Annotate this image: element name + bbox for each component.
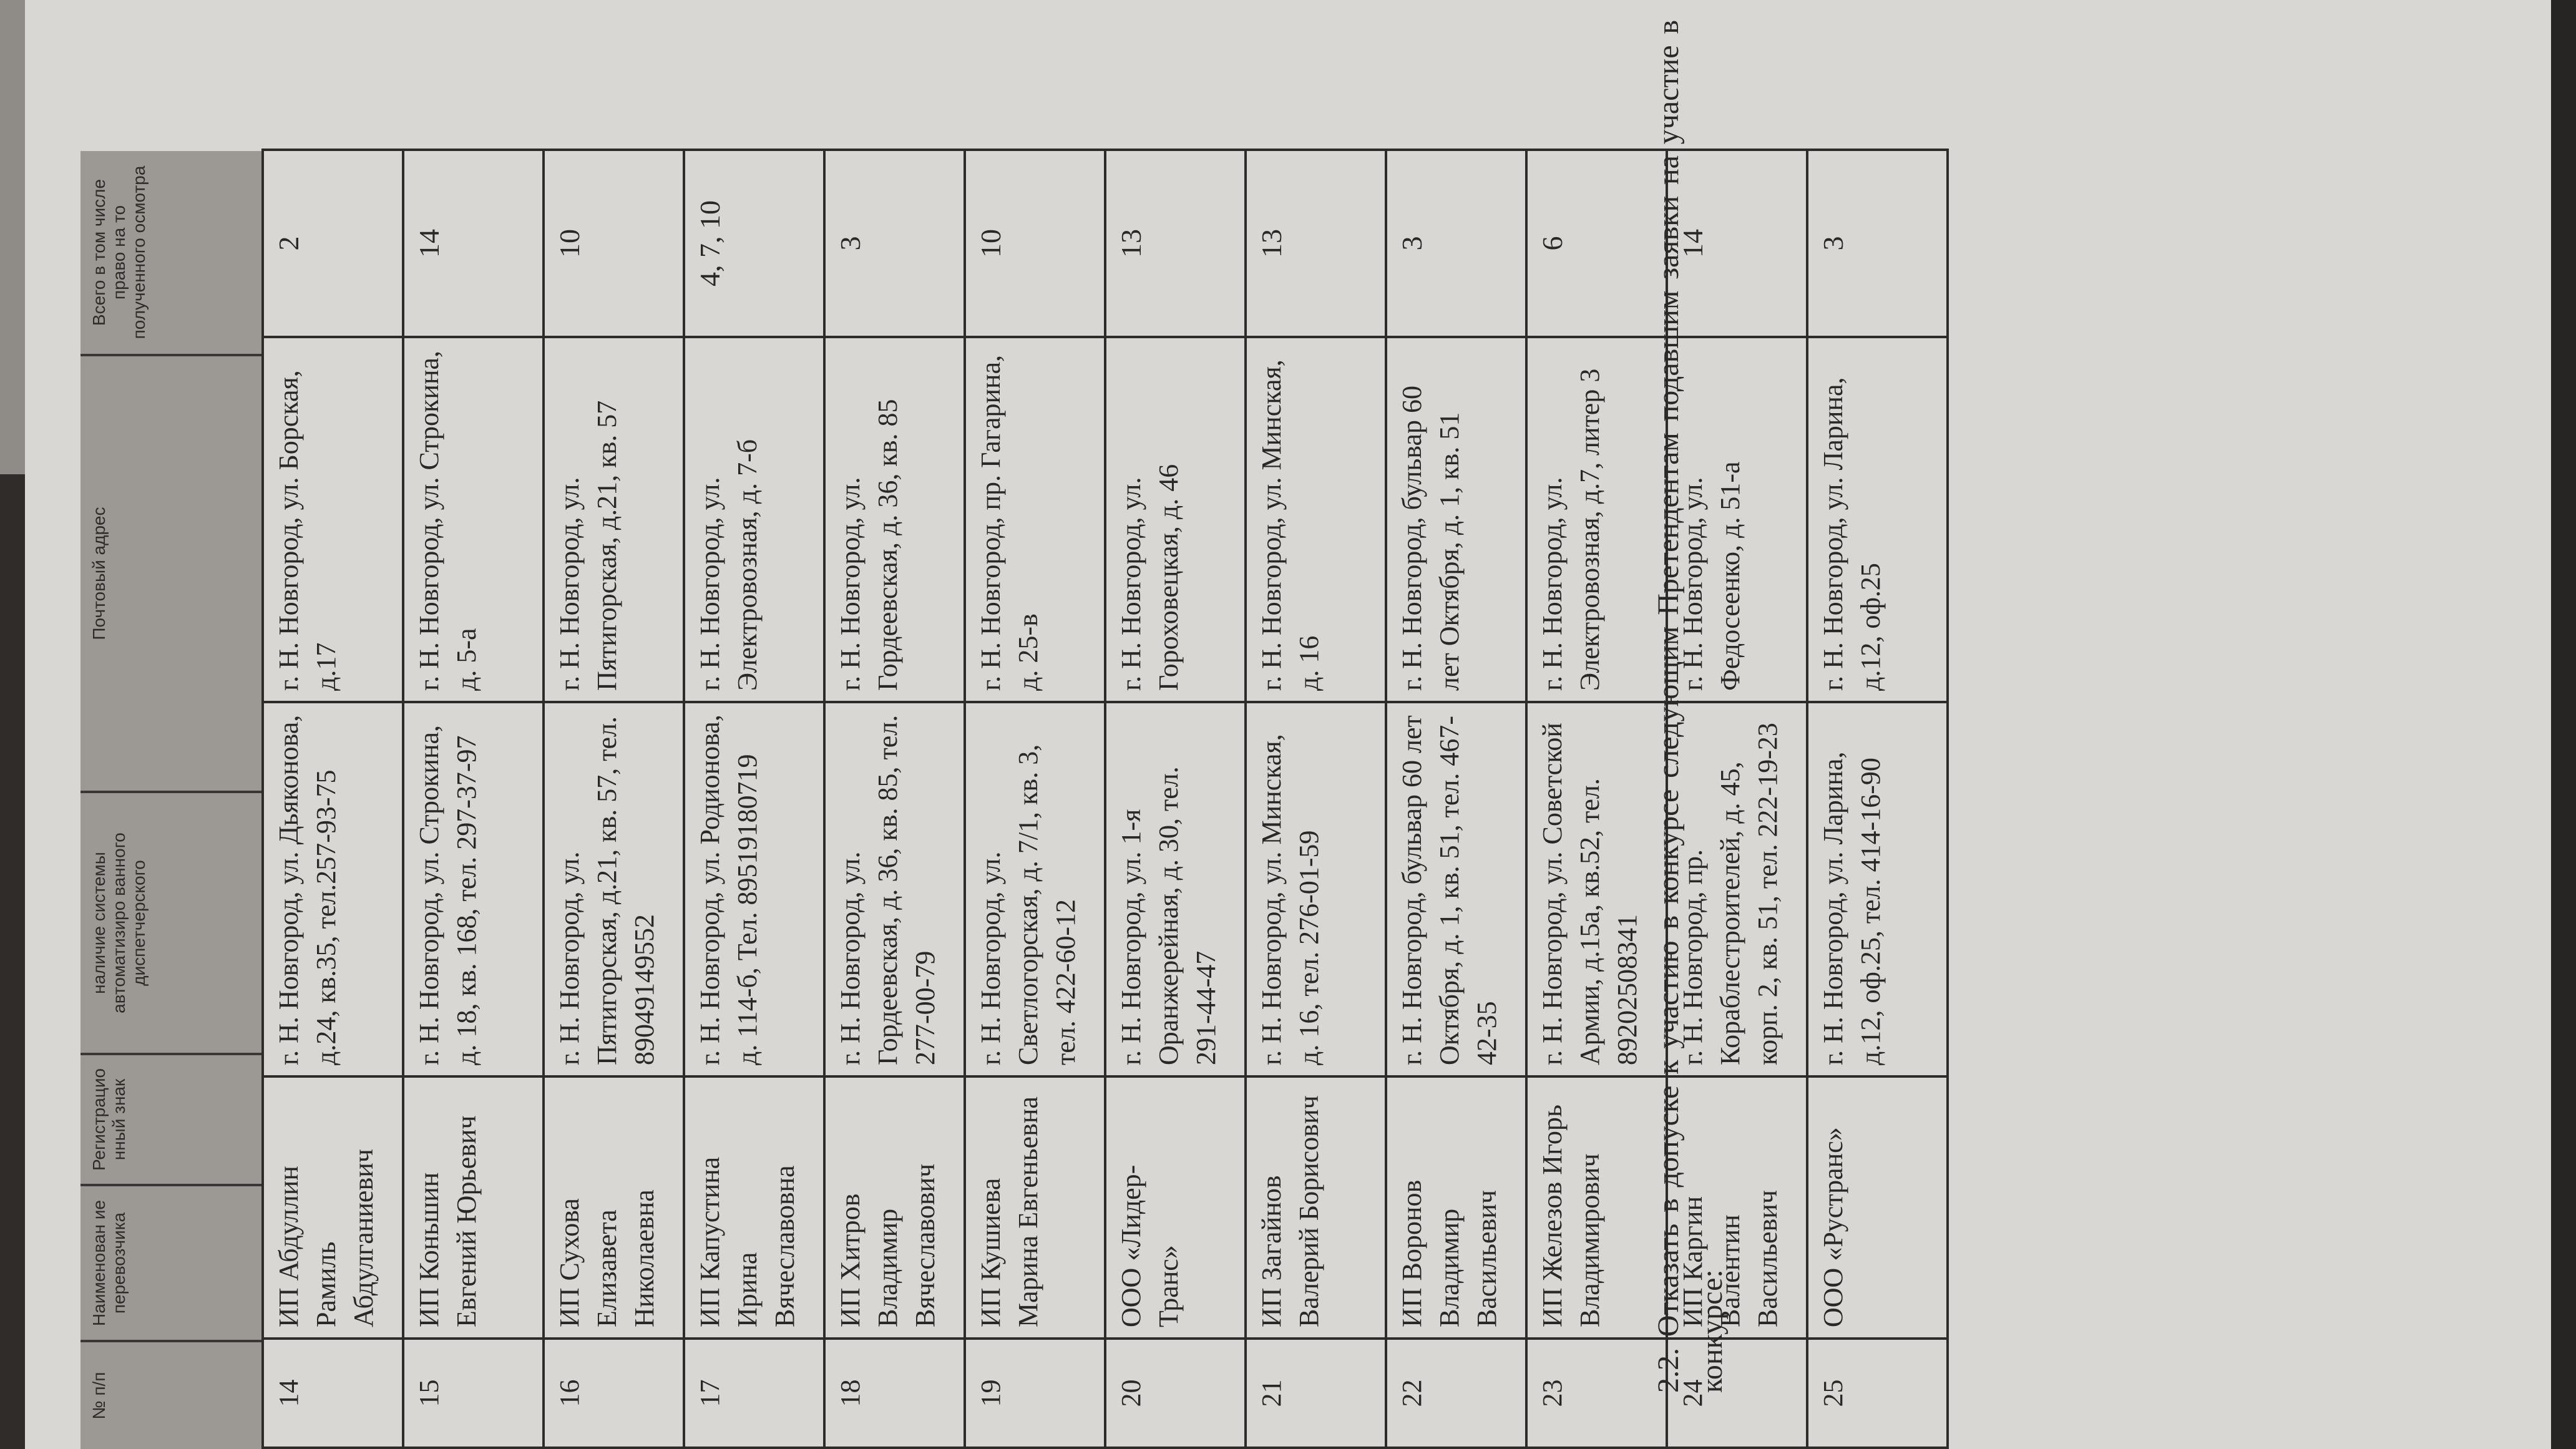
actual-address: г. Н. Новгород, ул. Минская, д. 16	[1246, 337, 1386, 702]
legal-address: г. Н. Новгород, ул. Гордеевская, д. 36, кв. 85, тел. 277-00-79	[824, 702, 965, 1076]
lot-numbers: 10	[965, 150, 1105, 337]
lot-numbers: 13	[1246, 150, 1386, 337]
carrier-name: ИП Кушиева Марина Евгеньевна	[965, 1076, 1105, 1339]
legal-address: г. Н. Новгород, ул. Дьяконова, д.24, кв.35, тел.257-93-75	[263, 702, 403, 1076]
legal-address: г. Н. Новгород, ул. Родионова, д. 114-б, Тел. 89519180719	[684, 702, 824, 1076]
row-number: 17	[684, 1339, 824, 1448]
actual-address: г. Н. Новгород, ул. Электровозная, д.7, литер 3	[1526, 337, 1667, 702]
actual-address: г. Н. Новгород, бульвар 60 лет Октября, д. 1, кв. 51	[1386, 337, 1526, 702]
actual-address: г. Н. Новгород, ул. Федосеенко, д. 51-а	[1667, 337, 1807, 702]
table-row	[544, 150, 684, 1448]
document-page	[25, 0, 2576, 1449]
lot-numbers: 3	[1807, 150, 1948, 337]
lot-numbers: 6	[1526, 150, 1667, 337]
header-system: наличие системы автоматизиро ванного диспетчерского	[80, 791, 261, 1053]
row-number: 21	[1246, 1339, 1386, 1448]
lot-numbers: 14	[403, 150, 544, 337]
lot-numbers: 2	[263, 150, 403, 337]
table-row	[1105, 150, 1246, 1448]
carrier-name: ИП Абдуллин Рамиль Абдулганиевич	[263, 1076, 403, 1339]
carrier-name: ИП Загайнов Валерий Борисович	[1246, 1076, 1386, 1339]
carrier-name: ИП Воронов Владимир Васильевич	[1386, 1076, 1526, 1339]
table-row	[965, 150, 1105, 1448]
carrier-name: ИП Железов Игорь Владимирович	[1526, 1076, 1667, 1339]
row-number: 22	[1386, 1339, 1526, 1448]
lot-numbers: 10	[544, 150, 684, 337]
lot-numbers: 3	[1386, 150, 1526, 337]
actual-address: г. Н. Новгород, ул. Электровозная, д. 7-б	[684, 337, 824, 702]
row-number: 25	[1807, 1339, 1948, 1448]
actual-address: г. Н. Новгород, пр. Гагарина, д. 25-в	[965, 337, 1105, 702]
table-row	[1246, 150, 1386, 1448]
actual-address: г. Н. Новгород, ул. Гороховецкая, д. 46	[1105, 337, 1246, 702]
row-number: 18	[824, 1339, 965, 1448]
lot-numbers: 4, 7, 10	[684, 150, 824, 337]
legal-address: г. Н. Новгород, ул. Ларина, д.12, оф.25, тел. 414-16-90	[1807, 702, 1948, 1076]
legal-address: г. Н. Новгород, бульвар 60 лет Октября, д. 1, кв. 51, тел. 467-42-35	[1386, 702, 1526, 1076]
carrier-name: ИП Каргин Валентин Васильевич	[1667, 1076, 1807, 1339]
row-number: 23	[1526, 1339, 1667, 1448]
row-number: 15	[403, 1339, 544, 1448]
legal-address: г. Н. Новгород, ул. 1-я Оранжерейная, д. 30, тел. 291-44-47	[1105, 702, 1246, 1076]
lot-numbers: 14	[1667, 150, 1807, 337]
legal-address: г. Н. Новгород, ул. Советской Армии, д.15а, кв.52, тел. 89202508341	[1526, 702, 1667, 1076]
actual-address: г. Н. Новгород, ул. Ларина, д.12, оф.25	[1807, 337, 1948, 702]
carrier-name: ИП Коньшин Евгений Юрьевич	[403, 1076, 544, 1339]
legal-address: г. Н. Новгород, ул. Пятигорская, д.21, кв. 57, тел. 89049149552	[544, 702, 684, 1076]
actual-address: г. Н. Новгород, ул. Строкина, д. 5-а	[403, 337, 544, 702]
table-row	[684, 150, 824, 1448]
header-address: Почтовый адрес	[80, 354, 261, 791]
carrier-name: ООО «Лидер-Транс»	[1105, 1076, 1246, 1339]
carrier-name: ООО «Рустранс»	[1807, 1076, 1948, 1339]
table-row	[1386, 150, 1526, 1448]
actual-address: г. Н. Новгород, ул. Гордеевская, д. 36, кв. 85	[824, 337, 965, 702]
row-number: 19	[965, 1339, 1105, 1448]
photo-edge	[2551, 0, 2576, 1449]
lot-numbers: 3	[824, 150, 965, 337]
header-total: Всего в том числе право на то полученного осмотра	[89, 165, 149, 339]
header-name: Наименован ие перевозчика	[80, 1184, 261, 1340]
legal-address: г. Н. Новгород, пр. Кораблестроителей, д. 45, корп. 2, кв. 51, тел. 222-19-23	[1667, 702, 1807, 1076]
carrier-name: ИП Хитров Владимир Вячеславович	[824, 1076, 965, 1339]
lot-numbers: 13	[1105, 150, 1246, 337]
row-number: 16	[544, 1339, 684, 1448]
table-header-strip	[80, 151, 261, 1449]
row-number: 24	[1667, 1339, 1807, 1448]
carrier-name: ИП Сухова Елизавета Николаевна	[544, 1076, 684, 1339]
carrier-name: ИП Капустина Ирина Вячеславовна	[684, 1076, 824, 1339]
table-row	[1807, 150, 1948, 1448]
header-num: № п/п	[80, 1340, 261, 1449]
table-row	[824, 150, 965, 1448]
header-reg: Регистрацио нный знак	[80, 1053, 261, 1184]
table-row	[1526, 150, 1667, 1448]
legal-address: г. Н. Новгород, ул. Минская, д. 16, тел. 276-01-59	[1246, 702, 1386, 1076]
rotated-document	[80, 0, 2570, 1449]
row-number: 20	[1105, 1339, 1246, 1448]
actual-address: г. Н. Новгород, ул. Борская, д.17	[263, 337, 403, 702]
actual-address: г. Н. Новгород, ул. Пятигорская, д.21, кв. 57	[544, 337, 684, 702]
row-number: 14	[263, 1339, 403, 1448]
legal-address: г. Н. Новгород, ул. Светлогорская, д. 7/1, кв. 3, тел. 422-60-12	[965, 702, 1105, 1076]
table-row	[263, 150, 403, 1448]
refusal-paragraph: 2.2. Отказать в допуске к участию в конкурсе следующим Претендентам подавшим заявки на участие в конкурсе:	[1652, 20, 1729, 1393]
table-row	[403, 150, 544, 1448]
legal-address: г. Н. Новгород, ул. Строкина, д. 18, кв. 168, тел. 297-37-97	[403, 702, 544, 1076]
